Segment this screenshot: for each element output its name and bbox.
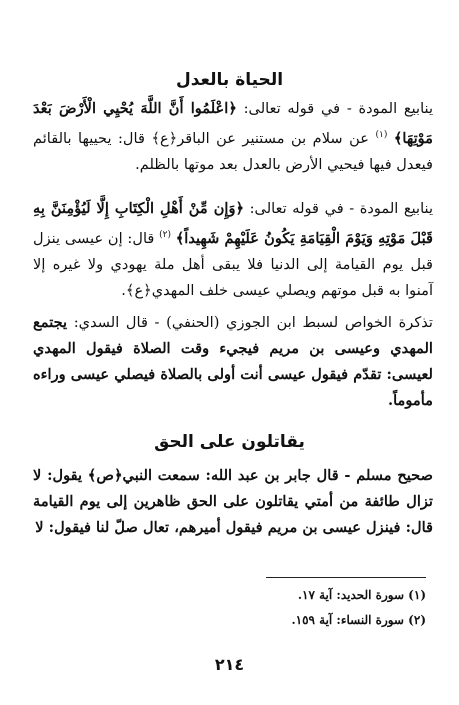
paragraph-body: صحيح مسلم - قال جابر بن عبد الله: سمعت النبي﴿ص﴾ يقول: لا تزال طائفة من أمتي يقاتلون على الحق ظاهرين إلى يوم القيامة قال: فينزل عيسى بن مريم فيقول أميرهم، تعال صلّ لنا فيقول: لا [33,467,433,536]
paragraph-yanabi-2 [33,196,433,304]
paragraph-intro: تذكرة الخواص لسبط ابن الجوزي (الحنفي) - قال السدي: [73,314,433,331]
paragraph-body: عن سلام بن مستنير عن الباقر﴿ع﴾ قال: يحييها بالقائم فيعدل فيها فيحيي الأرض بالعدل بعد موتها بالظلم. [33,129,433,173]
paragraph-intro: ينابيع المودة - في قوله تعالى: [249,200,434,217]
footnote-ref: (١) [375,130,388,140]
footnote-1: (١) سورة الحديد: آية ١٧. [297,588,426,602]
paragraph-body: يجتمع المهدي وعيسى بن مريم فيجيء وقت الصلاة فيقول المهدي لعيسى: تقدّم فيقول عيسى أنت أولى بالصلاة فيصلي عيسى وراءه مأموماً. [33,314,433,409]
quran-verse: ﴿اعْلَمُوا أَنَّ اللَّهَ يُحْيِي الْأَرْضَ بَعْدَ مَوْتِهَا﴾ [33,100,433,147]
footnote-2: (٢) سورة النساء: آية ١٥٩. [291,613,426,627]
footnote-divider [266,577,426,578]
quran-verse: ﴿وَإِن مِّنْ أَهْلِ الْكِتَابِ إِلَّا لَيُؤْمِنَنَّ بِهِ قَبْلَ مَوْتِهِ وَيَوْمَ الْقِيَامَةِ يَكُونُ عَلَيْهِمْ شَهِيداً﴾ [33,200,433,247]
page-number: ٢١٤ [214,655,245,674]
paragraph-yanabi-1 [33,96,433,178]
paragraph-tadhkira [33,310,433,414]
paragraph-intro: ينابيع المودة - في قوله تعالى: [243,100,434,117]
paragraph-sahih-muslim [33,463,433,541]
footnote-ref: (٢) [159,230,171,240]
paragraph-body: قال: إن عيسى ينزل قبل يوم القيامة إلى الدنيا فلا يبقى أهل ملة يهودي ولا غيره إلا آمنوا به قبل موتهم ويصلي عيسى خلف المهدي﴿ع﴾. [33,229,433,299]
section-title-fight-for-truth: يقاتلون على الحق [154,432,305,452]
section-title-life-by-justice: الحياة بالعدل [175,70,284,90]
